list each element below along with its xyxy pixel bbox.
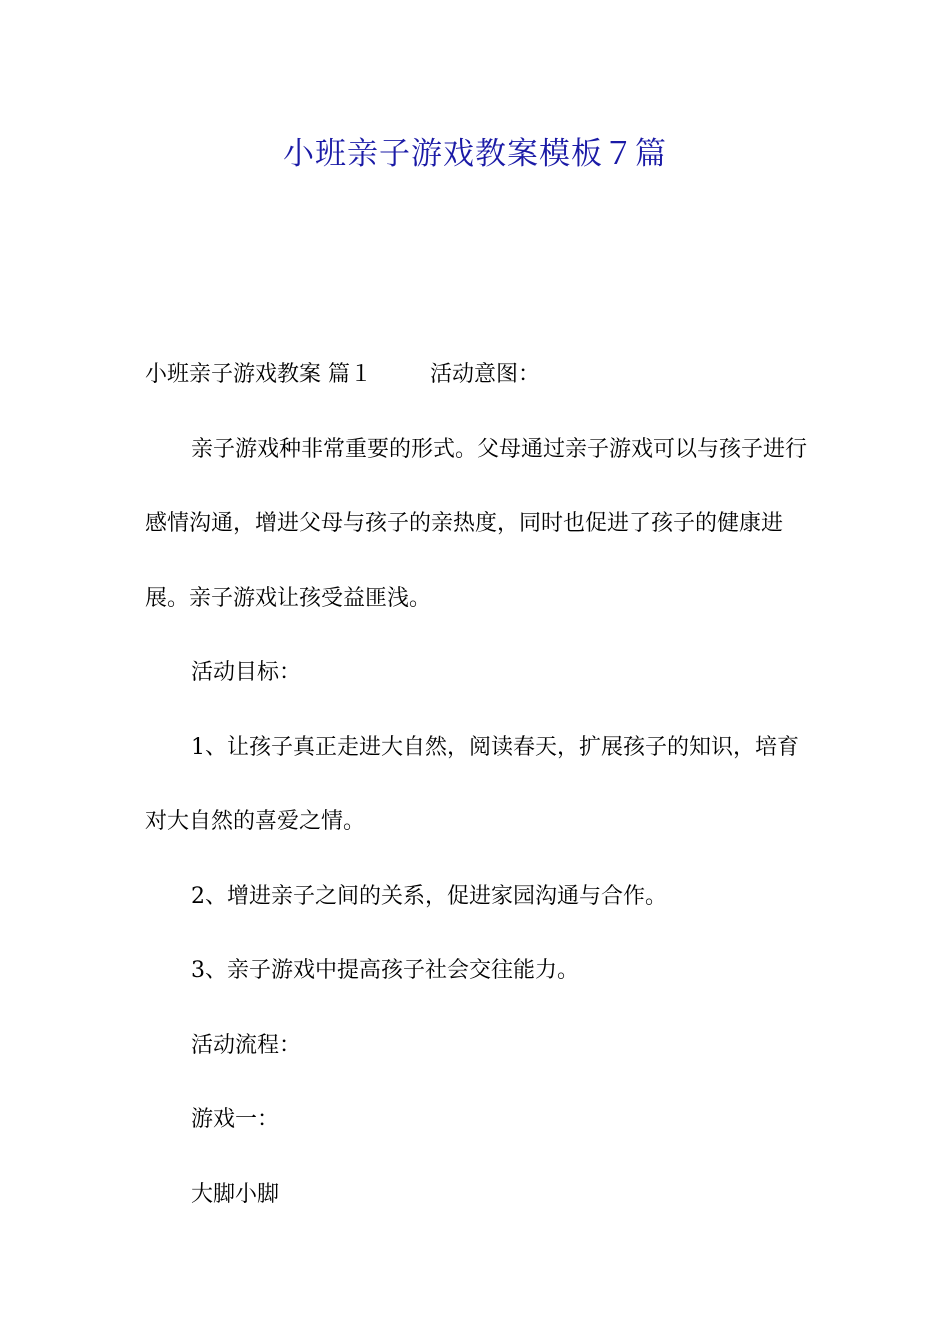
goal-item-2: 2、增进亲子之间的关系，促进家园沟通与合作。 [191, 883, 667, 909]
goal-item-1: 1、让孩子真正走进大自然，阅读春天，扩展孩子的知识，培育对大自然的喜爱之情。 [145, 734, 799, 834]
document-title: 小班亲子游戏教案模板７篇 [283, 136, 667, 172]
process-label: 活动流程： [191, 1032, 302, 1058]
document-body [145, 338, 810, 1232]
intent-paragraph: 亲子游戏种非常重要的形式。父母通过亲子游戏可以与孩子进行感情沟通，增进父母与孩子的亲热度，同时也促进了孩子的健康进展。亲子游戏让孩受益匪浅。 [145, 436, 808, 611]
goal-item-3: 3、亲子游戏中提高孩子社会交往能力。 [191, 958, 579, 983]
game-one-label: 游戏一： [191, 1107, 280, 1132]
game-one-name: 大脚小脚 [191, 1181, 280, 1207]
intent-label: 活动意图： [430, 362, 541, 387]
section-heading-line [145, 338, 810, 413]
section-heading: 小班亲子游戏教案 篇１ [145, 362, 372, 387]
goals-label: 活动目标： [191, 660, 302, 685]
